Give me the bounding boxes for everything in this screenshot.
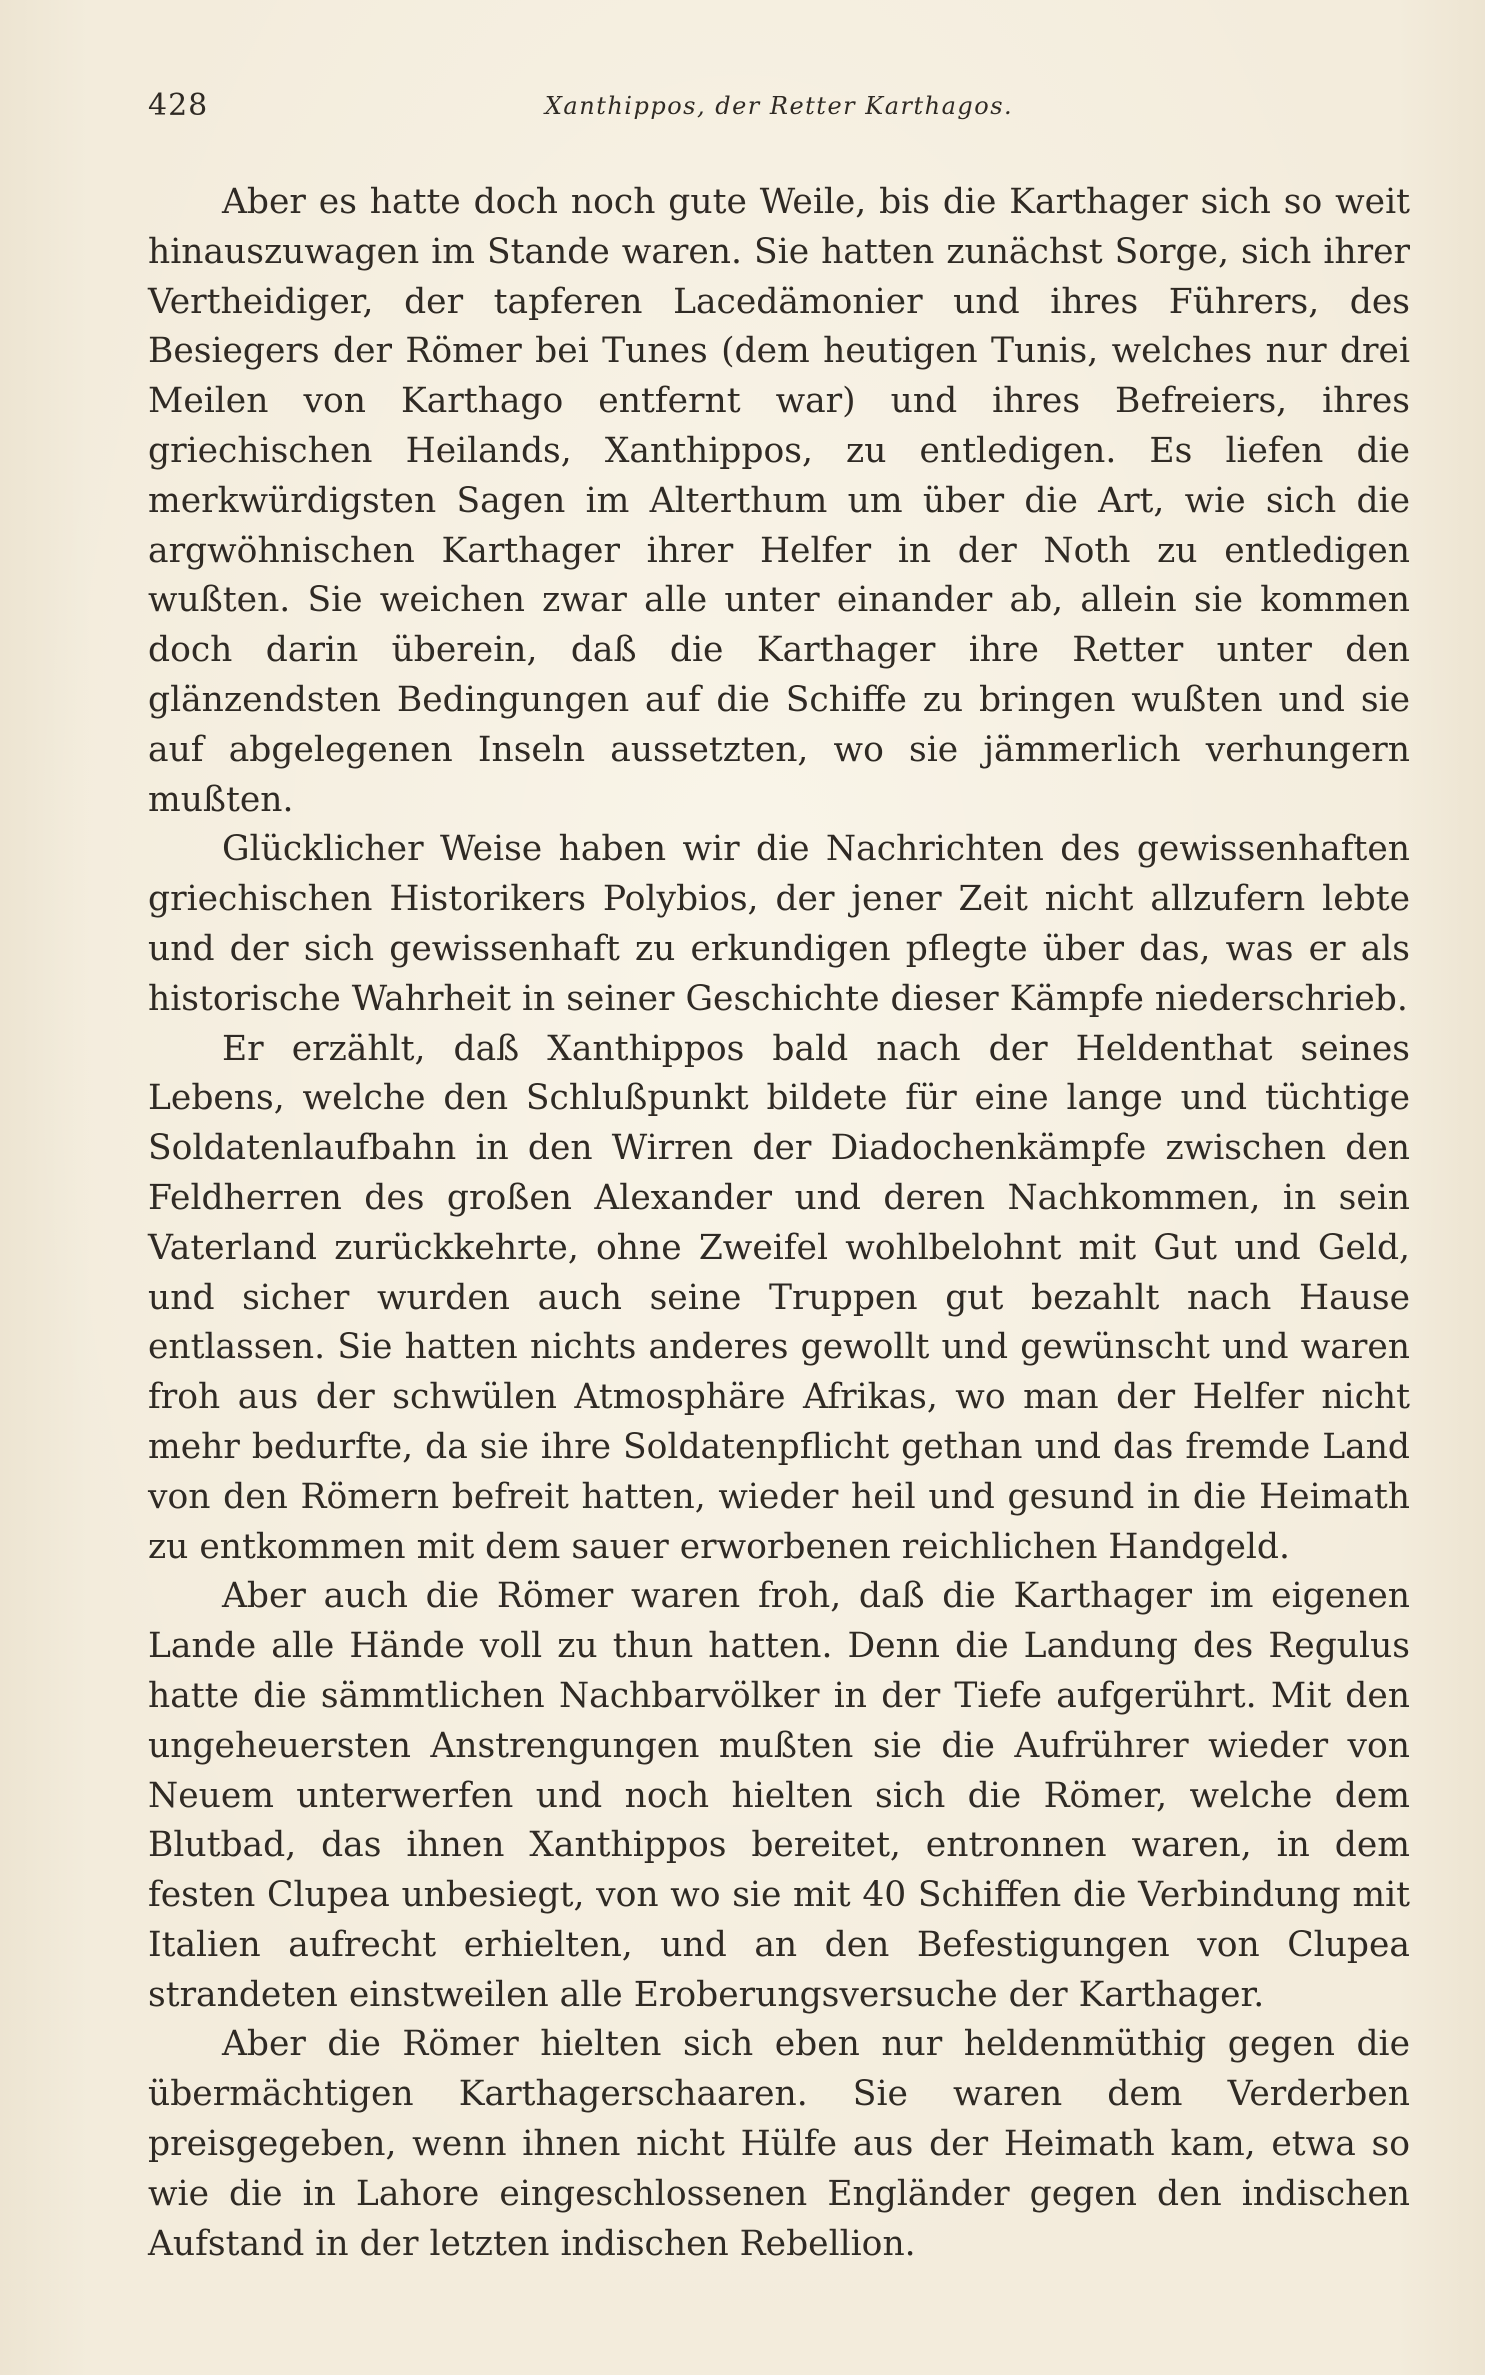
paragraph-5: Aber die Römer hielten sich eben nur heldenmüthig gegen die übermächtigen Karthagerschaaren. Sie waren dem Verderben preisgegeben, wenn ihnen nicht Hülfe aus der Heimath kam, etwa so wie die in Lahore eingeschlossenen Engländer gegen den indischen Aufstand in der letzten indischen Rebellion. <box>148 2024 1410 2264</box>
running-title: Xanthippos, der Retter Karthagos. <box>544 92 1014 120</box>
page-number: 428 <box>148 88 209 123</box>
page-header <box>148 88 1410 134</box>
paragraph-1: Aber es hatte doch noch gute Weile, bis die Karthager sich so weit hinauszuwagen im Stande waren. Sie hatten zunächst Sorge, sich ihrer Vertheidiger, der tapferen Lacedämonier und ihres Führers, des Besiegers der Römer bei Tunes (dem heutigen Tunis, welches nur drei Meilen von Karthago entfernt war) und ihres Befreiers, ihres griechischen Heilands, Xanthippos, zu entledigen. Es liefen die merkwürdigsten Sagen im Alterthum um über die Art, wie sich die argwöhnischen Karthager ihrer Helfer in der Noth zu entledigen wußten. Sie weichen zwar alle unter einander ab, allein sie kommen doch darin überein, daß die Karthager ihre Retter unter den glänzendsten Bedingungen auf die Schiffe zu bringen wußten und sie auf abgelegenen Inseln aussetzten, wo sie jämmerlich verhungern mußten. <box>148 182 1410 820</box>
body-text <box>148 178 1410 2269</box>
paragraph-2: Glücklicher Weise haben wir die Nachrichten des gewissenhaften griechischen Historikers Polybios, der jener Zeit nicht allzufern lebte und der sich gewissenhaft zu erkundigen pflegte über das, was er als historische Wahrheit in seiner Geschichte dieser Kämpfe niederschrieb. <box>148 829 1410 1019</box>
paragraph-3: Er erzählt, daß Xanthippos bald nach der Heldenthat seines Lebens, welche den Schlußpunkt bildete für eine lange und tüchtige Soldatenlaufbahn in den Wirren der Diadochenkämpfe zwischen den Feldherren des großen Alexander und deren Nachkommen, in sein Vaterland zurückkehrte, ohne Zweifel wohlbelohnt mit Gut und Geld, und sicher wurden auch seine Truppen gut bezahlt nach Hause entlassen. Sie hatten nichts anderes gewollt und gewünscht und waren froh aus der schwülen Atmosphäre Afrikas, wo man der Helfer nicht mehr bedurfte, da sie ihre Soldatenpflicht gethan und das fremde Land von den Römern befreit hatten, wieder heil und gesund in die Heimath zu entkommen mit dem sauer erworbenen reichlichen Handgeld. <box>148 1028 1410 1567</box>
paragraph-4: Aber auch die Römer waren froh, daß die Karthager im eigenen Lande alle Hände voll zu thun hatten. Denn die Landung des Regulus hatte die sämmtlichen Nachbarvölker in der Tiefe aufgerührt. Mit den ungeheuersten Anstrengungen mußten sie die Aufrührer wieder von Neuem unterwerfen und noch hielten sich die Römer, welche dem Blutbad, das ihnen Xanthippos bereitet, entronnen waren, in dem festen Clupea unbesiegt, von wo sie mit 40 Schiffen die Verbindung mit Italien aufrecht erhielten, und an den Befestigungen von Clupea strandeten einstweilen alle Eroberungsversuche der Karthager. <box>148 1576 1410 2015</box>
